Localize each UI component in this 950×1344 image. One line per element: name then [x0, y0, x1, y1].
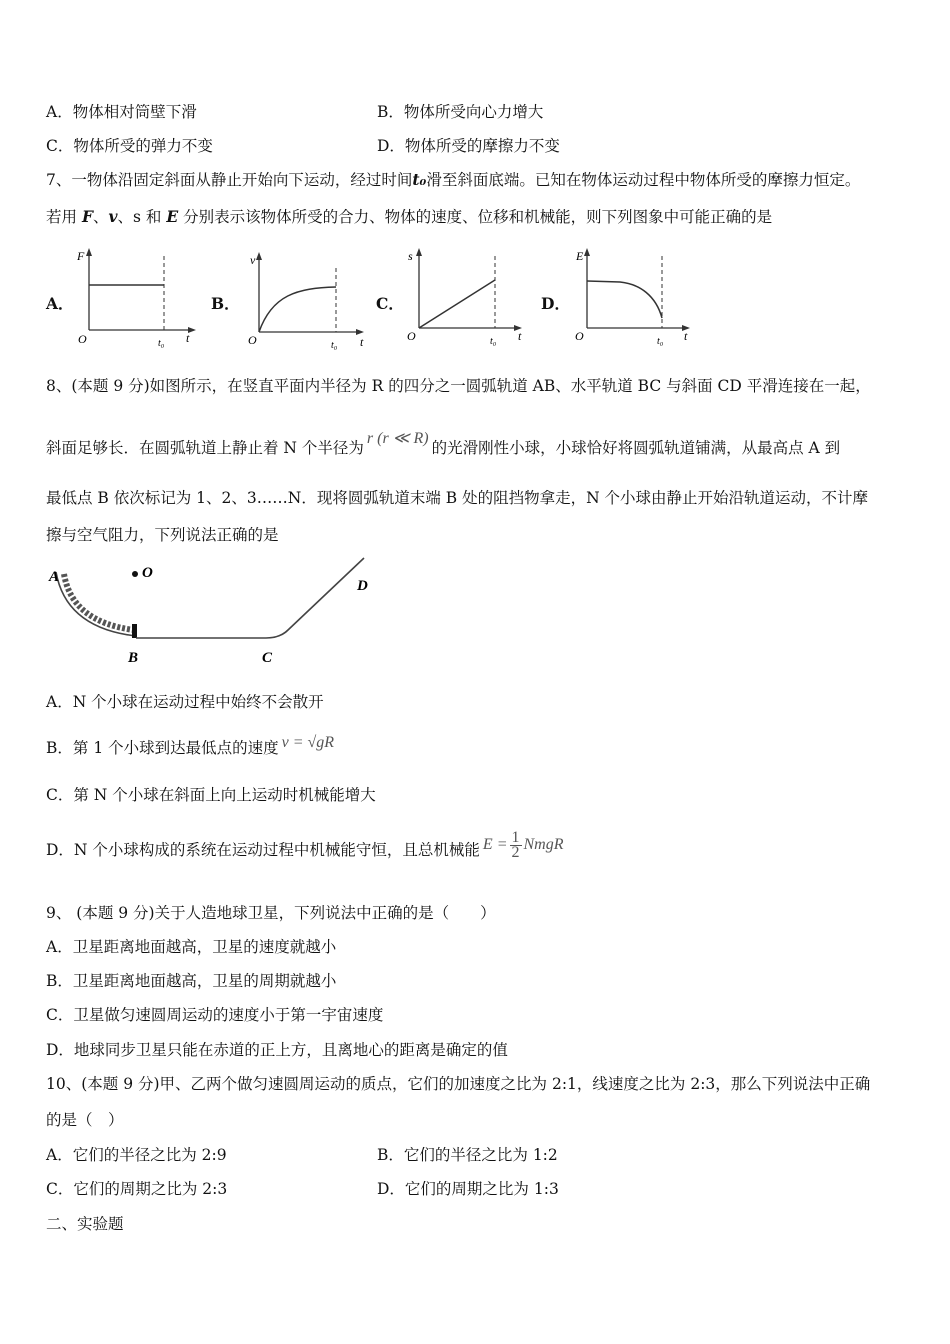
t0-label: t₀	[331, 340, 338, 351]
graph-c-displacement-time	[402, 246, 532, 350]
q10-option-d: D．它们的周期之比为 1:3	[377, 1180, 559, 1198]
label-a: A	[49, 569, 60, 585]
q8-option-b: B．第 1 个小球到达最低点的速度 v = √gR	[46, 734, 335, 757]
q9-option-d: D．地球同步卫星只能在赤道的正上方，且离地心的距离是确定的值	[46, 1041, 508, 1059]
energy-curve	[587, 281, 662, 318]
q6-option-b: B．物体所受向心力增大	[377, 103, 544, 121]
q10-stem-line1: 10、(本题 9 分)甲、乙两个做匀速圆周运动的质点，它们的加速度之比为 2:1，线速度之比为 2:3，那么下列说法中正确	[46, 1075, 871, 1093]
q6-option-a: A．物体相对筒壁下滑	[46, 103, 197, 121]
graph-d-energy-time	[570, 246, 700, 350]
graph-a-force-time	[72, 246, 202, 350]
label-d: D	[357, 578, 368, 594]
q10-option-c: C．它们的周期之比为 2:3	[46, 1180, 228, 1198]
q8-option-c: C．第 N 个小球在斜面上向上运动时机械能增大	[46, 786, 376, 804]
q8-stem-line3: 最低点 B 依次标记为 1、2、3……N．现将圆弧轨道末端 B 处的阻挡物拿走，N 个小球由静止开始沿轨道运动，不计摩	[46, 489, 869, 507]
y-axis-label: F	[77, 249, 85, 263]
q8-option-a: A．N 个小球在运动过程中始终不会散开	[46, 693, 324, 711]
velocity-formula: v = √gR	[281, 734, 335, 751]
y-axis-label: s	[408, 249, 413, 263]
graph-b-velocity-time	[242, 250, 372, 354]
barrier-b	[132, 624, 137, 638]
velocity-curve	[259, 287, 336, 332]
q8-option-d: D．N 个小球构成的系统在运动过程中机械能守恒，且总机械能 E = $\frac{1}{2}$ NmgR	[46, 828, 564, 861]
q7-stem-line2: 若用 F、v、s 和 E 分别表示该物体所受的合力、物体的速度、位移和机械能，则下列图象中可能正确的是	[46, 207, 773, 226]
section-heading: 二、实验题	[46, 1215, 124, 1233]
t0-symbol: t₀	[412, 170, 427, 189]
q6-option-c: C．物体所受的弹力不变	[46, 137, 213, 155]
displacement-line	[419, 280, 495, 328]
q7-stem-line1: 7、一物体沿固定斜面从静止开始向下运动，经过时间t₀滑至斜面底端。已知在物体运动过程中物体所受的摩擦力恒定。	[46, 170, 861, 189]
t0-label: t₀	[657, 336, 664, 347]
slope-track-cd	[266, 558, 364, 638]
q10-stem-line2: 的是（ ）	[46, 1111, 124, 1129]
radius-condition-formula: r (r ≪ R)	[366, 430, 429, 447]
q9-option-a: A．卫星距离地面越高，卫星的速度就越小	[46, 938, 337, 956]
q9-option-c: C．卫星做匀速圆周运动的速度小于第一宇宙速度	[46, 1006, 384, 1024]
y-axis-label: v	[250, 253, 256, 267]
q10-option-a: A．它们的半径之比为 2:9	[46, 1146, 227, 1164]
origin-label: O	[407, 329, 416, 343]
graph-a-label: A．	[46, 294, 74, 313]
x-axis-label: t	[684, 329, 688, 343]
y-axis-label: E	[576, 249, 584, 263]
q8-stem-line1: 8、(本题 9 分)如图所示，在竖直平面内半径为 R 的四分之一圆弧轨道 AB、水平轨道 BC 与斜面 CD 平滑连接在一起，	[46, 377, 871, 395]
label-b: B	[128, 650, 139, 666]
origin-label: O	[78, 332, 87, 346]
t0-label: t₀	[490, 336, 497, 347]
q8-stem-line4: 擦与空气阻力，下列说法正确的是	[46, 526, 279, 544]
label-c: C	[262, 650, 273, 666]
x-axis-label: t	[186, 331, 190, 345]
x-axis-label: t	[518, 329, 522, 343]
t0-label: t₀	[158, 338, 165, 349]
graph-c-label: C．	[376, 294, 404, 313]
graph-d-label: D．	[541, 294, 570, 313]
energy-formula: E = $\frac{1}{2}$ NmgR	[482, 828, 564, 861]
q10-option-b: B．它们的半径之比为 1:2	[377, 1146, 558, 1164]
origin-label: O	[248, 333, 257, 347]
label-o: O	[142, 565, 153, 581]
q8-track-figure	[44, 556, 384, 671]
q6-option-d: D．物体所受的摩擦力不变	[377, 137, 560, 155]
origin-label: O	[575, 329, 584, 343]
x-axis-label: t	[360, 335, 364, 349]
graph-b-label: B．	[211, 294, 240, 313]
q9-stem: 9、 (本题 9 分)关于人造地球卫星，下列说法中正确的是（ ）	[46, 904, 496, 922]
q8-stem-line2: 斜面足够长．在圆弧轨道上静止着 N 个半径为r (r ≪ R)的光滑刚性小球，小球恰好将圆弧轨道铺满，从最高点 A 到	[46, 430, 841, 457]
q9-option-b: B．卫星距离地面越高，卫星的周期就越小	[46, 972, 337, 990]
ball-chain	[64, 574, 134, 630]
center-point-o	[132, 571, 138, 577]
